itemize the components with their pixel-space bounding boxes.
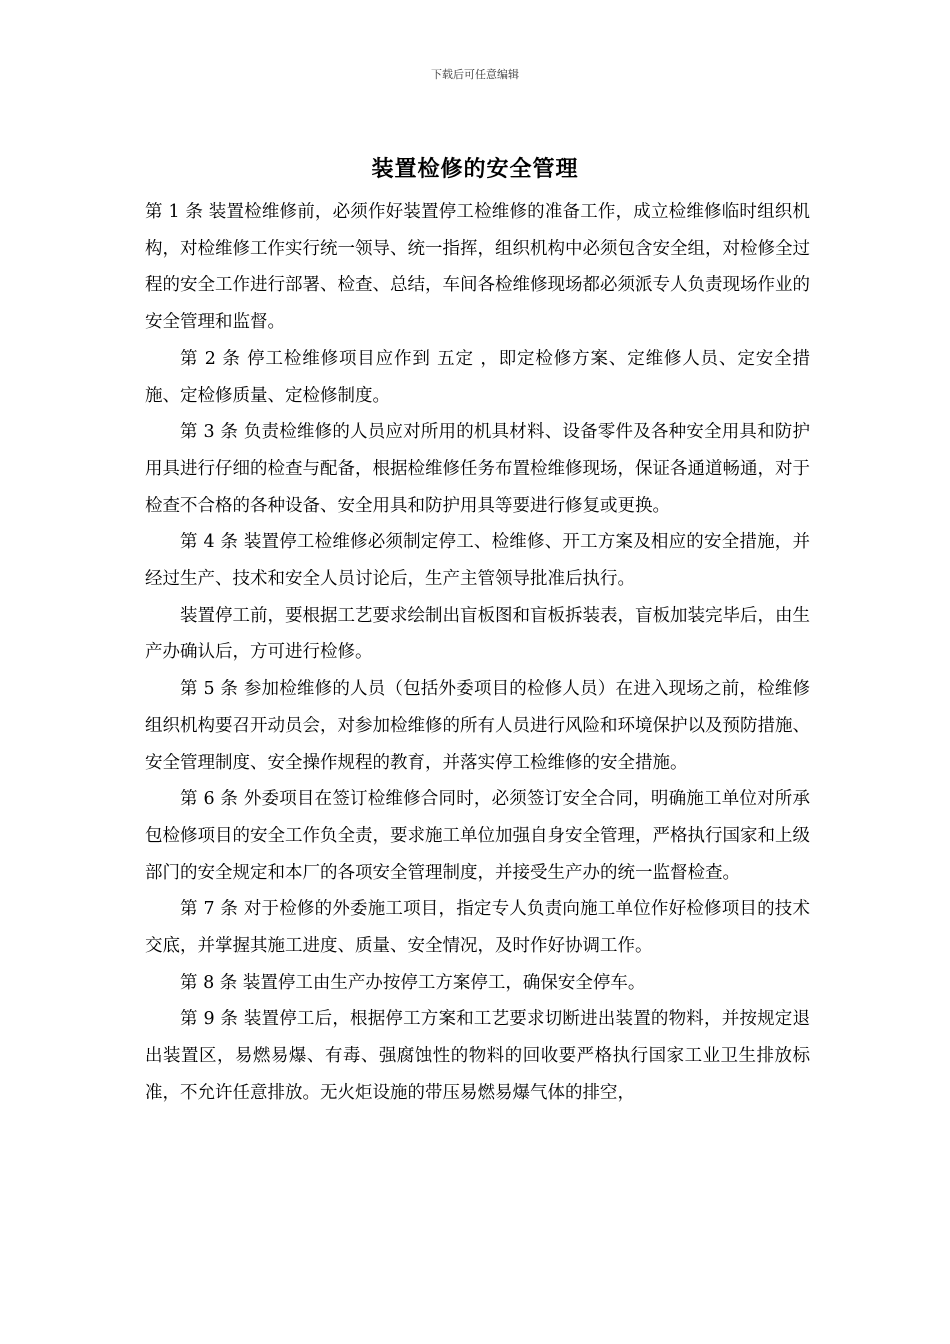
paragraph-blind-plate-note: 装置停工前，要根据工艺要求绘制出盲板图和盲板拆装表，盲板加装完毕后，由生产办确认后，方可进行检修。 [145, 605, 810, 663]
paragraph-article-4: 第 4 条 装置停工检维修必须制定停工、检维修、开工方案及相应的安全措施，并经过生产、技术和安全人员讨论后，生产主管领导批准后执行。 [145, 532, 810, 590]
paragraph-article-1: 第 1 条 装置检维修前，必须作好装置停工检维修的准备工作，成立检维修临时组织机构，对检维修工作实行统一领导、统一指挥，组织机构中必须包含安全组，对检修全过程的安全工作进行部署、检查、总结，车间各检维修现场都必须派专人负责现场作业的安全管理和监督。 [145, 202, 810, 333]
paragraph-article-9: 第 9 条 装置停工后，根据停工方案和工艺要求切断进出装置的物料，并按规定退出装置区，易燃易爆、有毒、强腐蚀性的物料的回收要严格执行国家工业卫生排放标准，不允许任意排放。无火炬设施的带压易燃易爆气体的排空， [145, 1009, 810, 1103]
paragraph-article-3: 第 3 条 负责检维修的人员应对所用的机具材料、设备零件及各种安全用具和防护用具进行仔细的检查与配备，根据检维修任务布置检维修现场，保证各通道畅通，对于检查不合格的各种设备、安全用具和防护用具等要进行修复或更换。 [145, 422, 810, 516]
document-body [145, 194, 810, 1112]
paragraph-article-7: 第 7 条 对于检修的外委施工项目，指定专人负责向施工单位作好检修项目的技术交底，并掌握其施工进度、质量、安全情况，及时作好协调工作。 [145, 899, 810, 957]
paragraph-article-8: 第 8 条 装置停工由生产办按停工方案停工，确保安全停车。 [180, 972, 646, 993]
document-title: 装置检修的安全管理 [371, 157, 579, 182]
header-note: 下载后可任意编辑 [431, 68, 519, 81]
paragraph-article-5: 第 5 条 参加检维修的人员（包括外委项目的检修人员）在进入现场之前，检维修组织机构要召开动员会，对参加检维修的所有人员进行风险和环境保护以及预防措施、安全管理制度、安全操作规程的教育，并落实停工检维修的安全措施。 [145, 679, 810, 773]
paragraph-article-6: 第 6 条 外委项目在签订检维修合同时，必须签订安全合同，明确施工单位对所承包检修项目的安全工作负全责，要求施工单位加强自身安全管理，严格执行国家和上级部门的安全规定和本厂的各项安全管理制度，并接受生产办的统一监督检查。 [145, 789, 810, 883]
paragraph-article-2: 第 2 条 停工检维修项目应作到 五定 ，即定检修方案、定维修人员、定安全措施、定检修质量、定检修制度。 [145, 348, 810, 406]
